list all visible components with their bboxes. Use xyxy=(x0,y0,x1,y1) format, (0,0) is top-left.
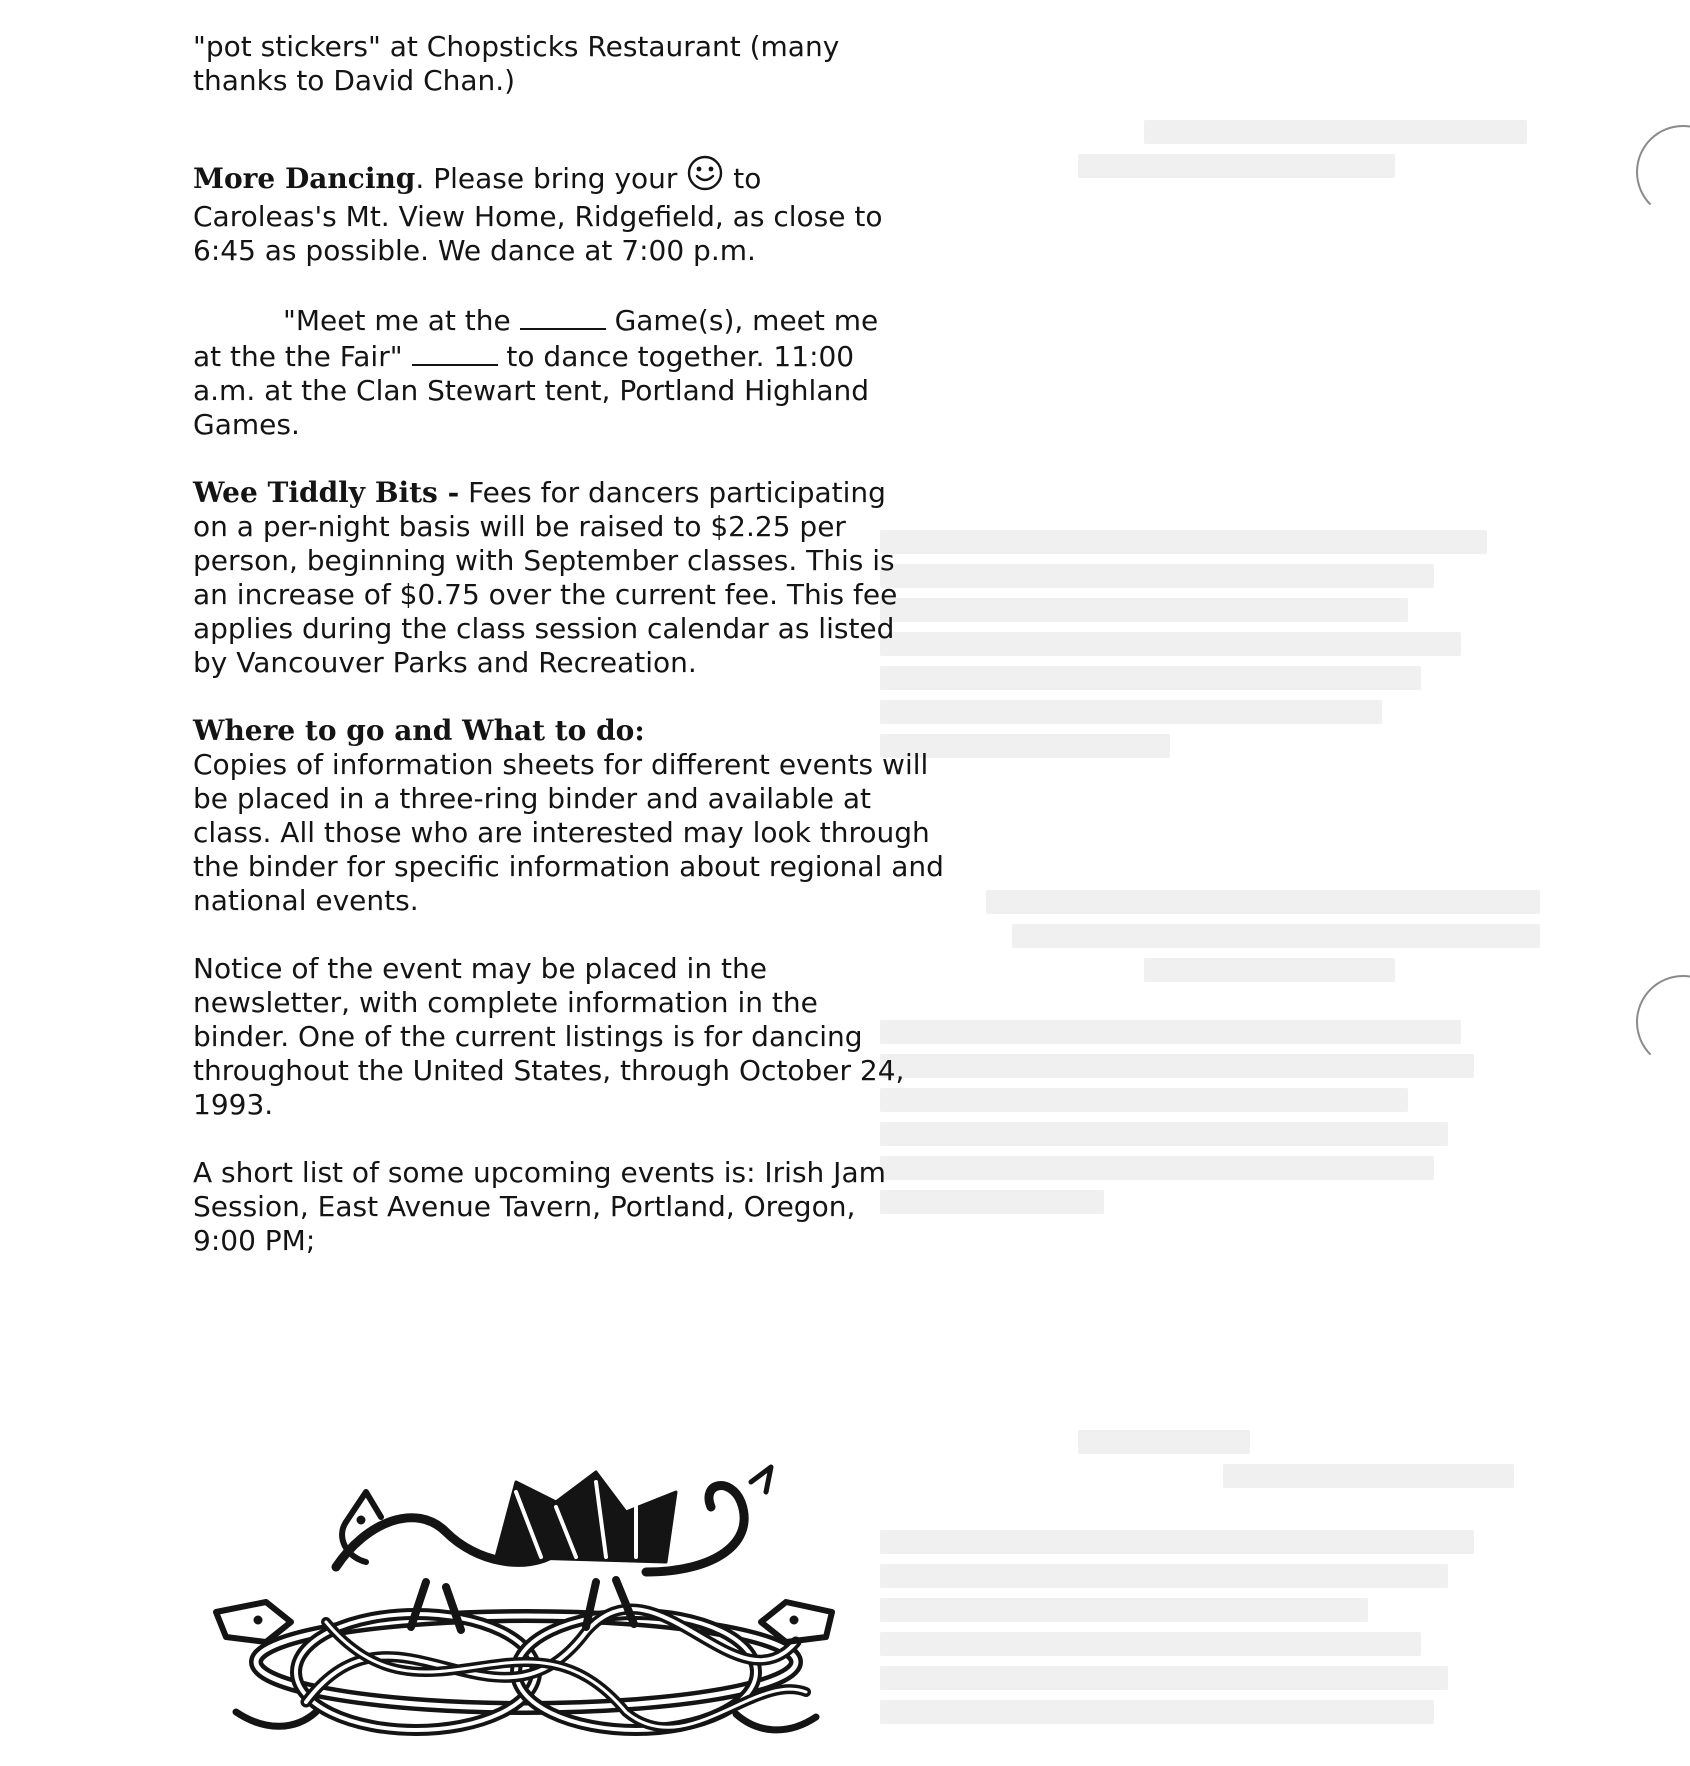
bleed-through-block xyxy=(880,1020,1540,1224)
smiley-face-icon xyxy=(686,154,724,200)
where-to-go-text: Copies of information sheets for different events will be placed in a three-ring binder and available at class. All those who are interested may look through the binder for specific information about regional and national events. xyxy=(193,748,944,917)
blank-line xyxy=(520,302,606,330)
notice-paragraph xyxy=(193,952,913,1122)
notice-text: Notice of the event may be placed in the newsletter, with complete information in the binder. One of the current listings is for dancing throughout the United States, through October 24, 1993. xyxy=(193,952,905,1121)
more-dancing-text-before: . Please bring your xyxy=(415,162,678,195)
more-dancing-text-after: to Caroleas's Mt. View Home, Ridgefield, as close to 6:45 as possible. We dance at 7:00 p.m. xyxy=(193,162,883,267)
celtic-dragon-icon xyxy=(196,1462,852,1754)
binder-hole xyxy=(1636,975,1690,1069)
where-to-go-heading-line xyxy=(193,714,913,748)
bleed-through-block xyxy=(880,1530,1540,1734)
meet-me-text-2: Game(s), meet me at the the Fair" xyxy=(193,304,879,373)
wee-tiddly-bits-text: Fees for dancers participating on a per-night basis will be raised to $2.25 per person, beginning with September classes. This is an increase of $0.75 over the current fee. This fee applies during the class session calendar as listed by Vancouver Parks and Recreation. xyxy=(193,476,898,679)
more-dancing-heading: More Dancing xyxy=(193,162,416,195)
bleed-through-block xyxy=(880,1430,1540,1498)
meet-me-paragraph xyxy=(193,302,913,442)
bleed-through-block xyxy=(880,120,1540,188)
meet-me-text-3: to dance together. 11:00 a.m. at the Clan Stewart tent, Portland Highland Games. xyxy=(193,340,869,441)
where-to-go-paragraph xyxy=(193,748,949,918)
article-column xyxy=(193,30,944,1292)
intro-paragraph xyxy=(193,30,913,98)
upcoming-events-text: A short list of some upcoming events is: Irish Jam Session, East Avenue Tavern, Portland, Oregon, 9:00 PM; xyxy=(193,1156,886,1257)
bleed-through-block xyxy=(880,890,1540,992)
wee-tiddly-bits-paragraph xyxy=(193,476,913,680)
where-to-go-heading: Where to go and What to do: xyxy=(193,714,645,747)
wee-tiddly-bits-heading: Wee Tiddly Bits - xyxy=(193,476,460,509)
intro-text: "pot stickers" at Chopsticks Restaurant (many thanks to David Chan.) xyxy=(193,30,840,97)
more-dancing-paragraph xyxy=(193,154,913,268)
bleed-through-block xyxy=(880,530,1540,768)
blank-line xyxy=(412,338,498,366)
meet-me-text-1: "Meet me at the xyxy=(283,304,511,337)
upcoming-events-paragraph xyxy=(193,1156,913,1258)
